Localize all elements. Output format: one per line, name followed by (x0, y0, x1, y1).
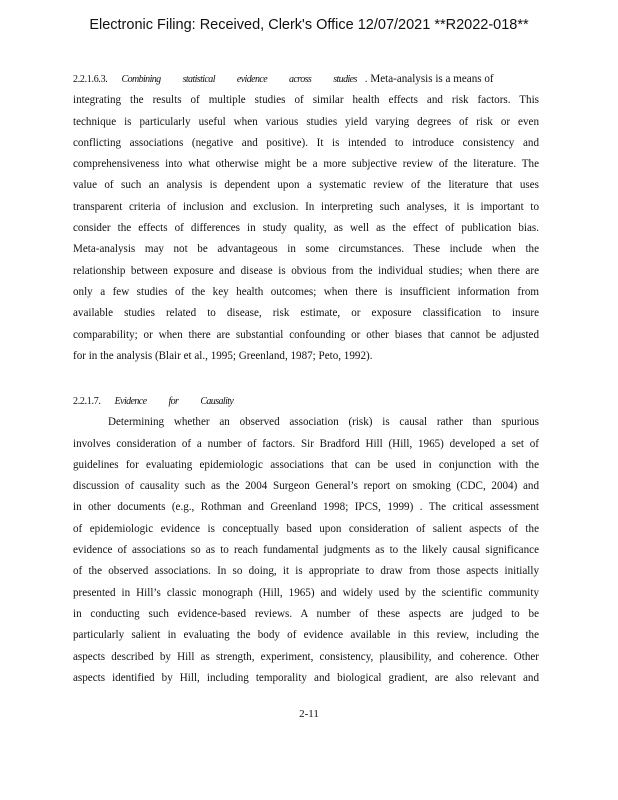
paragraph-line: available studies related to disease, risk estimate, or exposure classification to insure (73, 307, 539, 320)
paragraph-line: conflicting associations (negative and positive). It is intended to introduce consistency and (73, 136, 539, 149)
paragraph-line: in other documents (e.g., Rothman and Greenland 1998; IPCS, 1999) . The critical assessment (73, 501, 539, 514)
paragraph-line: aspects identified by Hill, including temporality and biological gradient, are also relevant and (73, 671, 539, 684)
section-number: 2.2.1.6.3. (73, 74, 108, 85)
section-heading-line (73, 69, 539, 90)
paragraph-line: presented in Hill’s classic monograph (Hill, 1965) and widely used by the scientific community (73, 586, 539, 599)
paragraph-line: of the observed associations. In so doing, it is appropriate to draw from those aspects initially (73, 565, 539, 578)
paragraph-line: transparent criteria of inclusion and exclusion. In interpreting such analyses, it is important to (73, 200, 539, 213)
paragraph-line: technique is particularly useful when various studies yield varying degrees of risk or even (73, 115, 539, 128)
paragraph-text-start: . Meta-analysis is a means of (364, 73, 494, 85)
paragraph-line: comparability; or when there are substantial confounding or other biases that cannot be adjusted (73, 328, 539, 341)
paragraph-line: only a few studies of the key health outcomes; when there is insufficient information from (73, 285, 539, 298)
paragraph-line: guidelines for evaluating epidemiologic associations that can be used in conjunction with the (73, 458, 539, 471)
section-evidence-causality (73, 391, 539, 689)
section-heading-line (73, 391, 539, 412)
paragraph-line: consider the effects of differences in study quality, as well as the effect of publication bias. (73, 222, 539, 235)
paragraph-line: discussion of causality such as the 2004 Surgeon General’s report on smoking (CDC, 2004) and (73, 480, 539, 493)
paragraph-line: relationship between exposure and disease is obvious from the individual studies; when there are (73, 264, 539, 277)
paragraph-line: comprehensiveness into what otherwise might be a more subjective review of the literature. The (73, 158, 539, 171)
paragraph-line: Meta-analysis may not be advantageous in some circumstances. These include when the (73, 243, 539, 256)
paragraph-line: for in the analysis (Blair et al., 1995; Greenland, 1987; Peto, 1992). (73, 349, 373, 362)
section-combining-evidence (73, 69, 539, 367)
section-number: 2.2.1.7. (73, 396, 101, 407)
paragraph-line: evidence of associations so as to reach fundamental judgments as to the likely causal significance (73, 544, 539, 557)
paragraph-line: particularly salient in evaluating the body of evidence available in this review, including the (73, 629, 539, 642)
section-title: Combining statistical evidence across studies (121, 74, 357, 85)
paragraph-line: involves consideration of a number of factors. Sir Bradford Hill (Hill, 1965) developed a set of (73, 437, 539, 450)
paragraph-line: Determining whether an observed association (risk) is causal rather than spurious (108, 416, 539, 429)
page-number: 2-11 (299, 708, 319, 720)
paragraph-line: integrating the results of multiple studies of similar health effects and risk factors. This (73, 94, 539, 107)
section-title: Evidence for Causality (114, 396, 234, 407)
paragraph-line: in conducting such evidence-based reviews. A number of these aspects are judged to be (73, 607, 539, 620)
paragraph-line: value of such an analysis is dependent upon a systematic review of the literature that uses (73, 179, 539, 192)
paragraph-line: aspects described by Hill as strength, experiment, consistency, plausibility, and coherence. Other (73, 650, 539, 663)
paragraph-line: of epidemiologic evidence is conceptually based upon consideration of salient aspects of the (73, 522, 539, 535)
filing-stamp-header: Electronic Filing: Received, Clerk's Office 12/07/2021 **R2022-018** (89, 17, 529, 33)
